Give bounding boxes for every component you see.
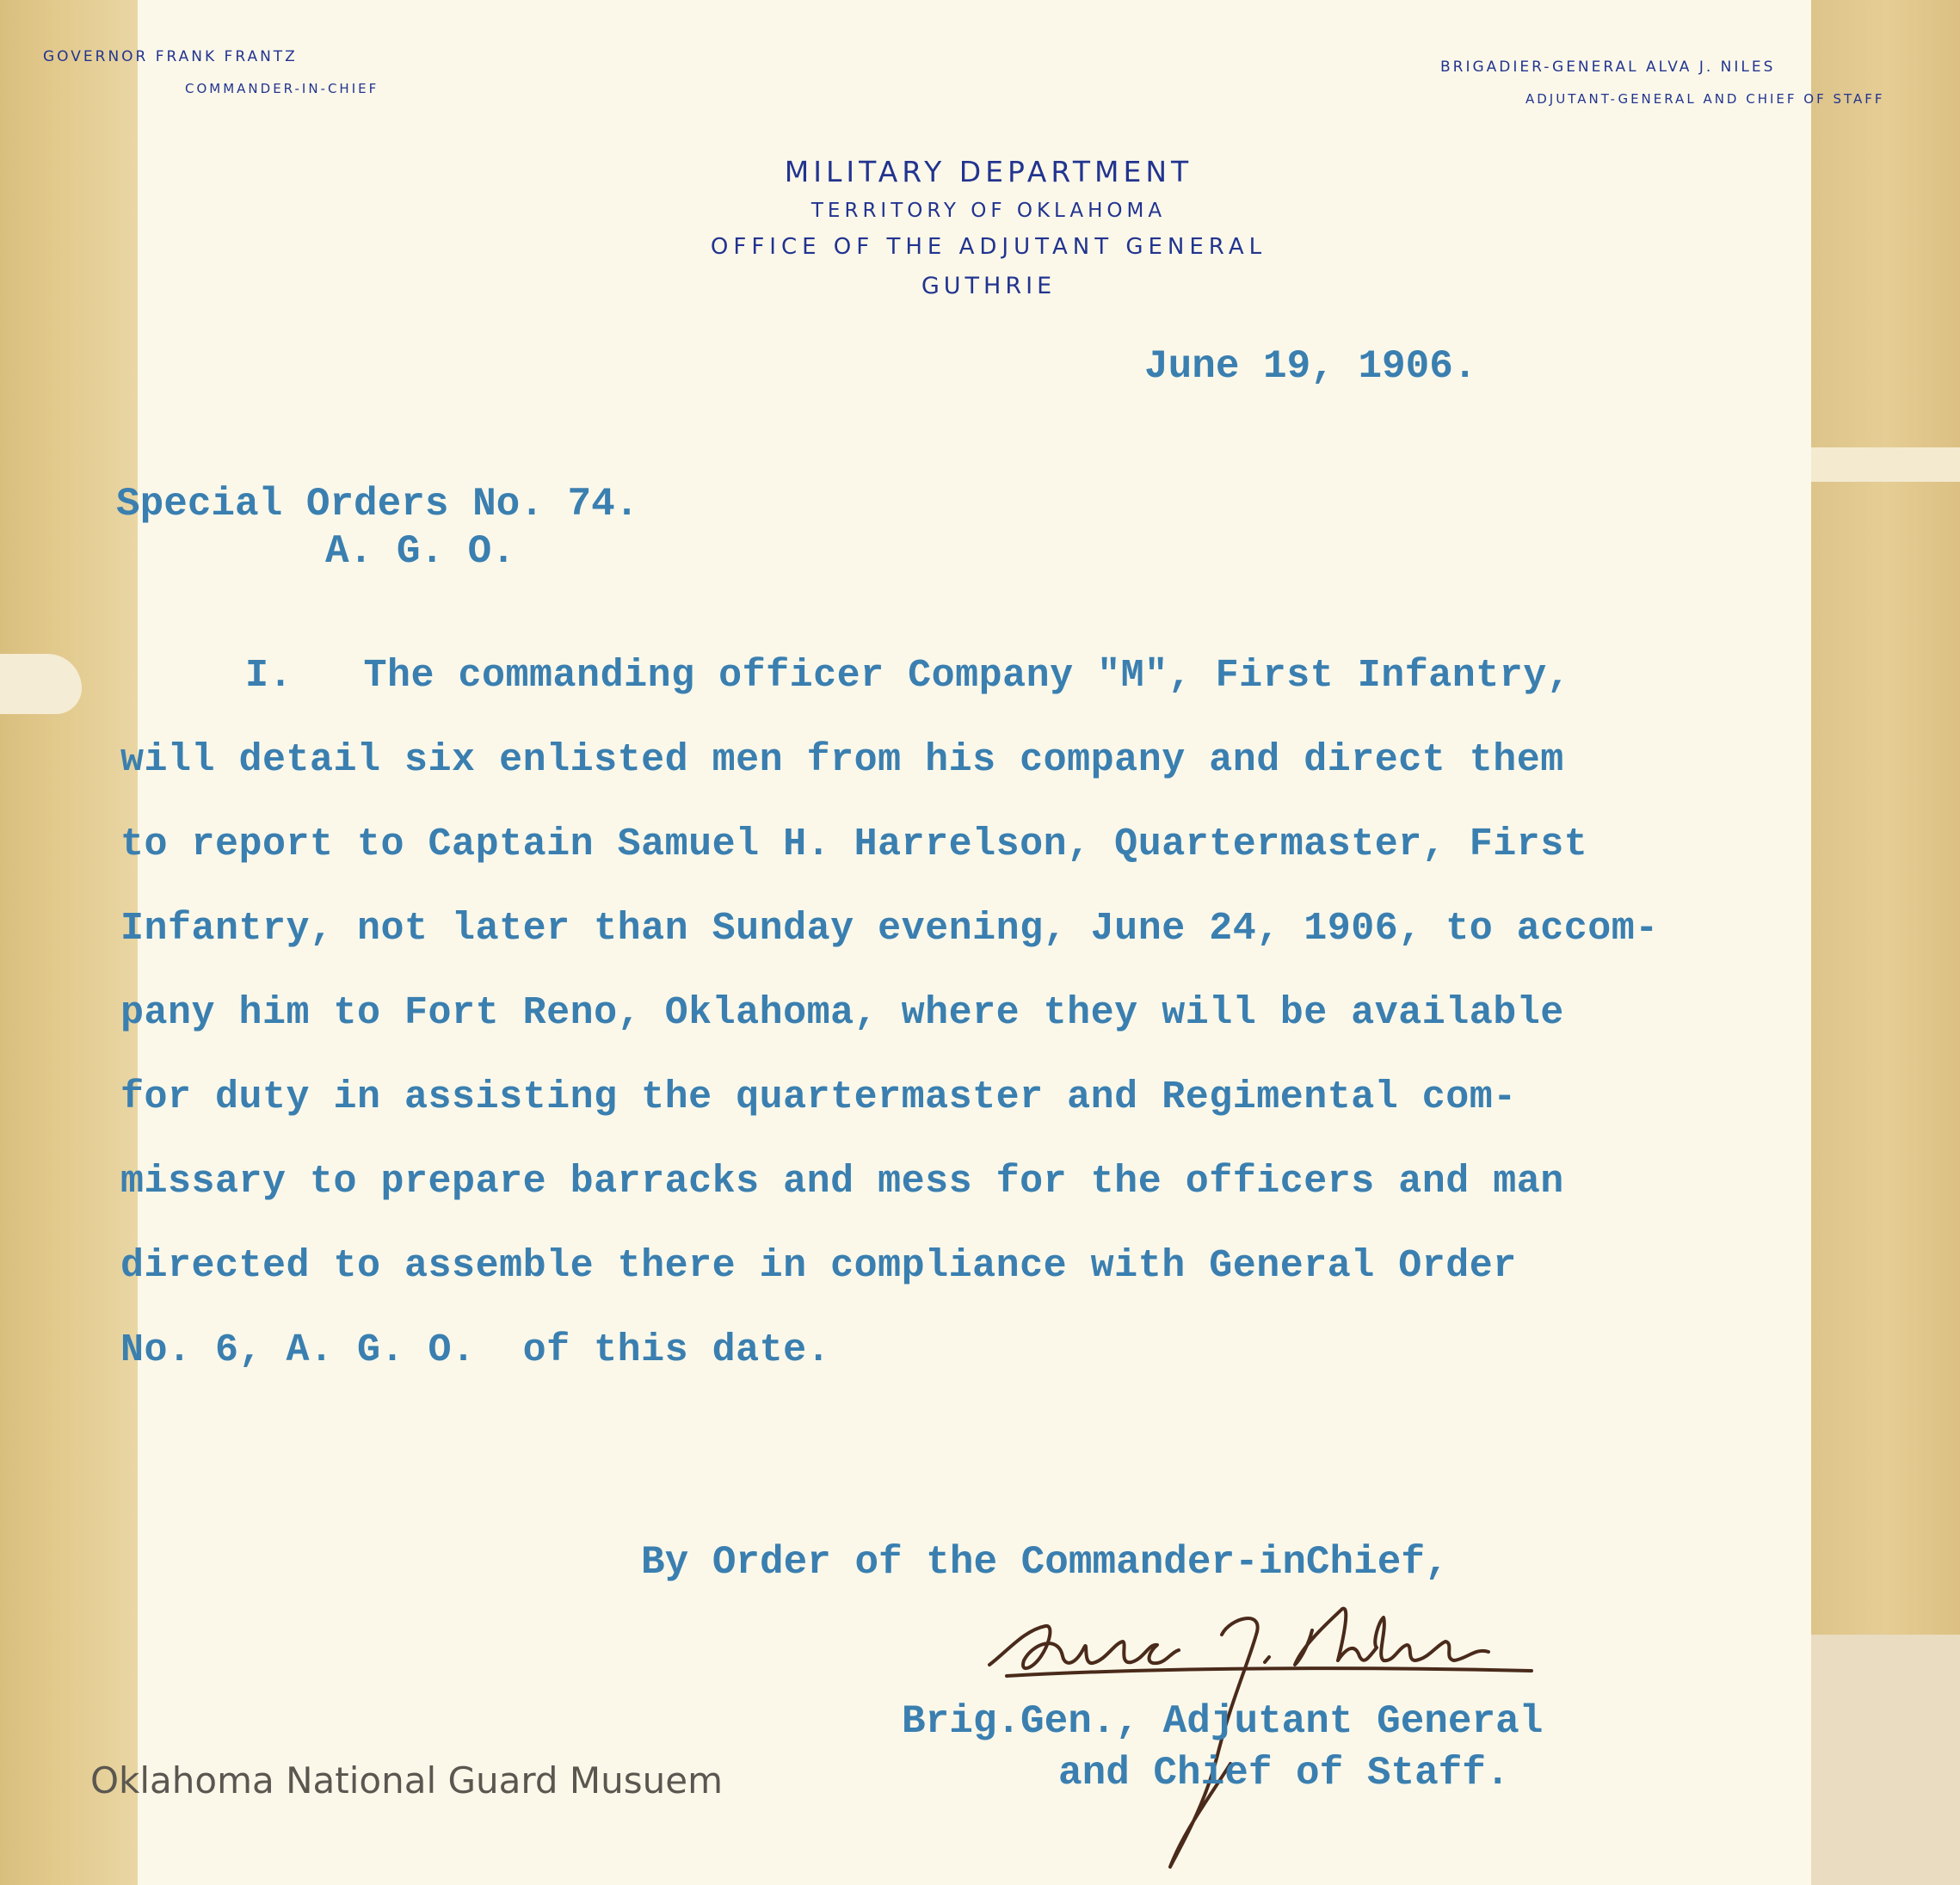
signatory-title-line-1: Brig.Gen., Adjutant General	[902, 1699, 1544, 1744]
museum-watermark: Oklahoma National Guard Musuem	[90, 1759, 724, 1802]
body-line: I. The commanding officer Company "M", First Infantry,	[245, 654, 1571, 698]
body-line: No. 6, A. G. O. of this date.	[120, 1328, 831, 1372]
body-line: Infantry, not later than Sunday evening, June 24, 1906, to accom-	[120, 907, 1659, 951]
body-line: missary to prepare barracks and mess for the officers and man	[120, 1160, 1564, 1204]
right-tape-tear	[1811, 447, 1960, 482]
letter-date: June 19, 1906.	[1144, 344, 1477, 389]
office-abbreviation: A. G. O.	[325, 529, 515, 574]
torn-corner	[1811, 1635, 1960, 1885]
special-orders-number: Special Orders No. 74.	[116, 482, 639, 527]
city-heading: GUTHRIE	[921, 273, 1057, 299]
territory-heading: TERRITORY OF OKLAHOMA	[811, 200, 1167, 222]
office-heading: OFFICE OF THE ADJUTANT GENERAL	[710, 234, 1267, 260]
left-tape-tear	[0, 654, 82, 714]
body-line: will detail six enlisted men from his company and direct them	[120, 738, 1564, 782]
signatory-title-line-2: and Chief of Staff.	[1058, 1751, 1510, 1796]
department-heading: MILITARY DEPARTMENT	[784, 155, 1193, 188]
governor-title: COMMANDER-IN-CHIEF	[185, 81, 379, 96]
body-line: to report to Captain Samuel H. Harrelson, Quartermaster, First	[120, 822, 1588, 866]
body-line: directed to assemble there in compliance with General Order	[120, 1244, 1517, 1288]
general-title: ADJUTANT-GENERAL AND CHIEF OF STAFF	[1525, 91, 1885, 107]
body-line: pany him to Fort Reno, Oklahoma, where they will be available	[120, 991, 1564, 1035]
governor-name: GOVERNOR FRANK FRANTZ	[43, 48, 298, 65]
body-line: for duty in assisting the quartermaster and Regimental com-	[120, 1075, 1517, 1119]
general-name: BRIGADIER-GENERAL ALVA J. NILES	[1440, 59, 1776, 76]
closing-line: By Order of the Commander-inChief,	[641, 1540, 1449, 1585]
